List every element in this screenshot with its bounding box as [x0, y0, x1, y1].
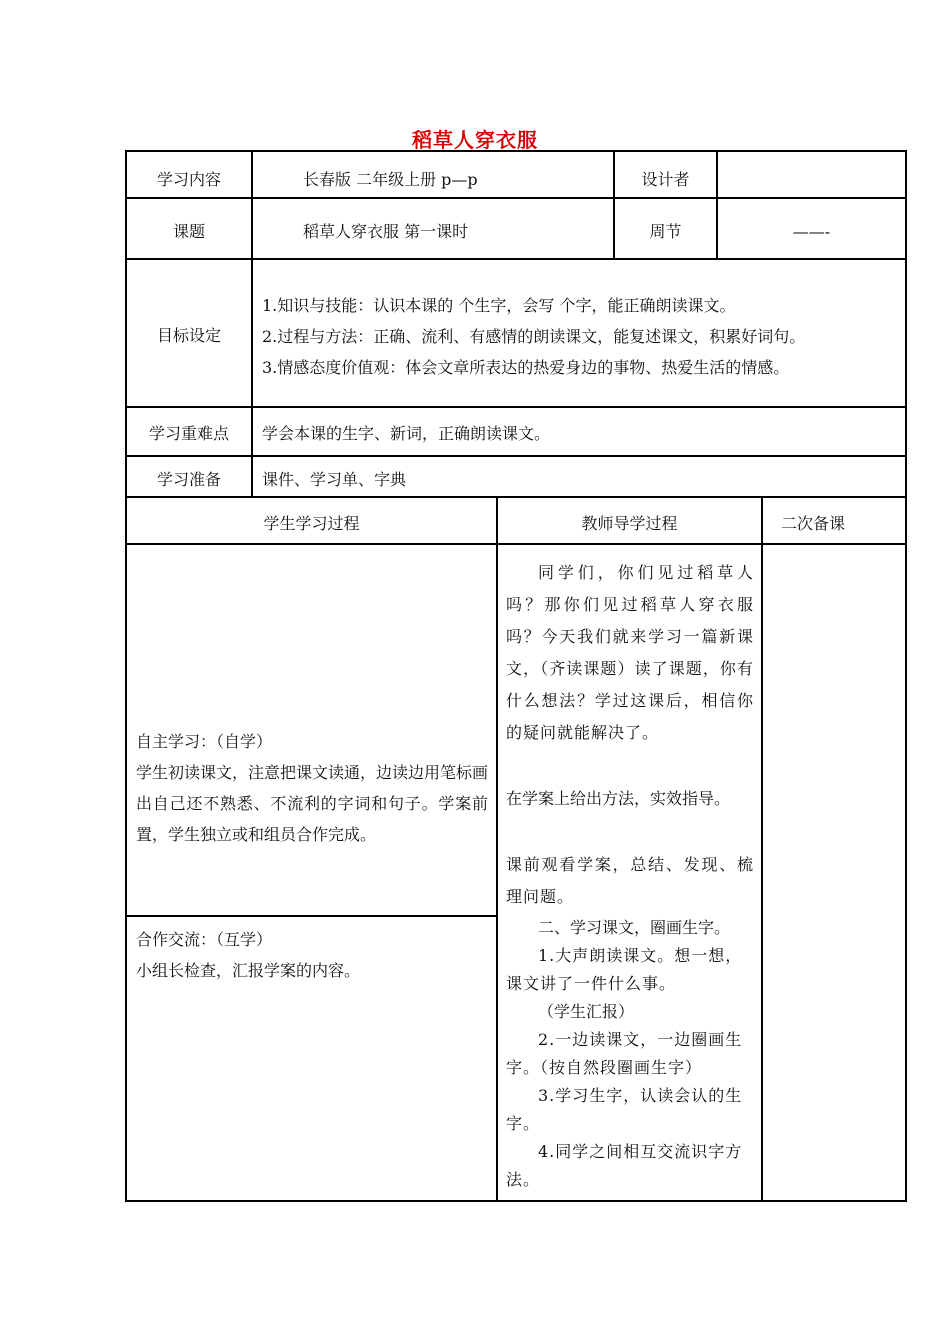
key-points-label: 学习重难点 — [148, 424, 229, 443]
topic-value: 稻草人穿衣服 第一课时 — [303, 222, 469, 241]
teacher-step-1: 1.大声朗读课文。想一想，课文讲了一件什么事。 — [506, 946, 743, 993]
week-value: ——- — [792, 222, 831, 241]
document-title: 稻草人穿衣服 — [412, 128, 538, 152]
row-divider — [125, 258, 907, 260]
teacher-guide-header: 教师导学过程 — [581, 514, 678, 533]
second-prep-header: 二次备课 — [780, 514, 845, 533]
row-divider — [125, 496, 907, 498]
row-divider — [125, 406, 907, 408]
teacher-method-text: 在学案上给出方法，实效指导。 — [506, 789, 731, 808]
preparation-value: 课件、学习单、字典 — [262, 470, 407, 489]
col-divider — [496, 496, 498, 1202]
student-cooperation-text: 小组长检查，汇报学案的内容。 — [136, 961, 361, 980]
teacher-step-heading: 二、学习课文，圈画生字。 — [538, 918, 731, 937]
goal-item: 1.知识与技能：认识本课的 个生字，会写 个字，能正确朗读课文。 — [262, 296, 736, 315]
content-value: 长春版 二年级上册 p—p — [303, 170, 478, 189]
row-divider — [125, 197, 907, 199]
key-points-value: 学会本课的生字、新词，正确朗读课文。 — [262, 424, 551, 443]
teacher-intro-text: 同学们，你们见过稻草人吗？那你们见过稻草人穿衣服吗？今天我们就来学习一篇新课文，（齐读课题）读了课题，你有什么想法？学过这课后，相信你的疑问就能解决了。 — [506, 563, 754, 742]
teacher-section-1 — [506, 557, 754, 913]
teacher-review-text: 课前观看学案，总结、发现、梳理问题。 — [506, 855, 754, 906]
designer-label: 设计者 — [641, 170, 690, 189]
teacher-step-2: 2.一边读课文，一边圈画生字。（按自然段圈画生字） — [506, 1030, 743, 1077]
row-divider — [125, 543, 907, 545]
student-cooperation-heading: 合作交流：（互学） — [136, 930, 273, 949]
topic-label: 课题 — [172, 222, 205, 241]
row-divider — [125, 915, 497, 917]
goal-item: 2.过程与方法：正确、流利、有感情的朗读课文，能复述课文，积累好词句。 — [262, 327, 806, 346]
col-divider — [251, 150, 253, 496]
teacher-step-3: 3.学习生字，认读会认的生字。 — [506, 1086, 743, 1133]
student-self-study-heading: 自主学习：（自学） — [136, 732, 273, 751]
goal-item: 3.情感态度价值观：体会文章所表达的热爱身边的事物、热爱生活的情感。 — [262, 358, 790, 377]
goals-label: 目标设定 — [156, 326, 221, 345]
student-self-study-text: 学生初读课文，注意把课文读通，边读边用笔标画出自己还不熟悉、不流利的字词和句子。学案前置，学生独立或和组员合作完成。 — [136, 763, 489, 844]
col-divider — [761, 496, 763, 1202]
row-divider — [125, 455, 907, 457]
student-section-2 — [136, 924, 488, 986]
content-label: 学习内容 — [156, 170, 221, 189]
teacher-section-2 — [506, 914, 756, 1194]
teacher-step-4: 4.同学之间相互交流识字方法。 — [506, 1142, 743, 1189]
teacher-step-1-note: （学生汇报） — [538, 1002, 635, 1021]
preparation-label: 学习准备 — [156, 470, 221, 489]
student-section-1 — [136, 726, 488, 850]
student-process-header: 学生学习过程 — [263, 514, 360, 533]
week-label: 周节 — [649, 222, 682, 241]
